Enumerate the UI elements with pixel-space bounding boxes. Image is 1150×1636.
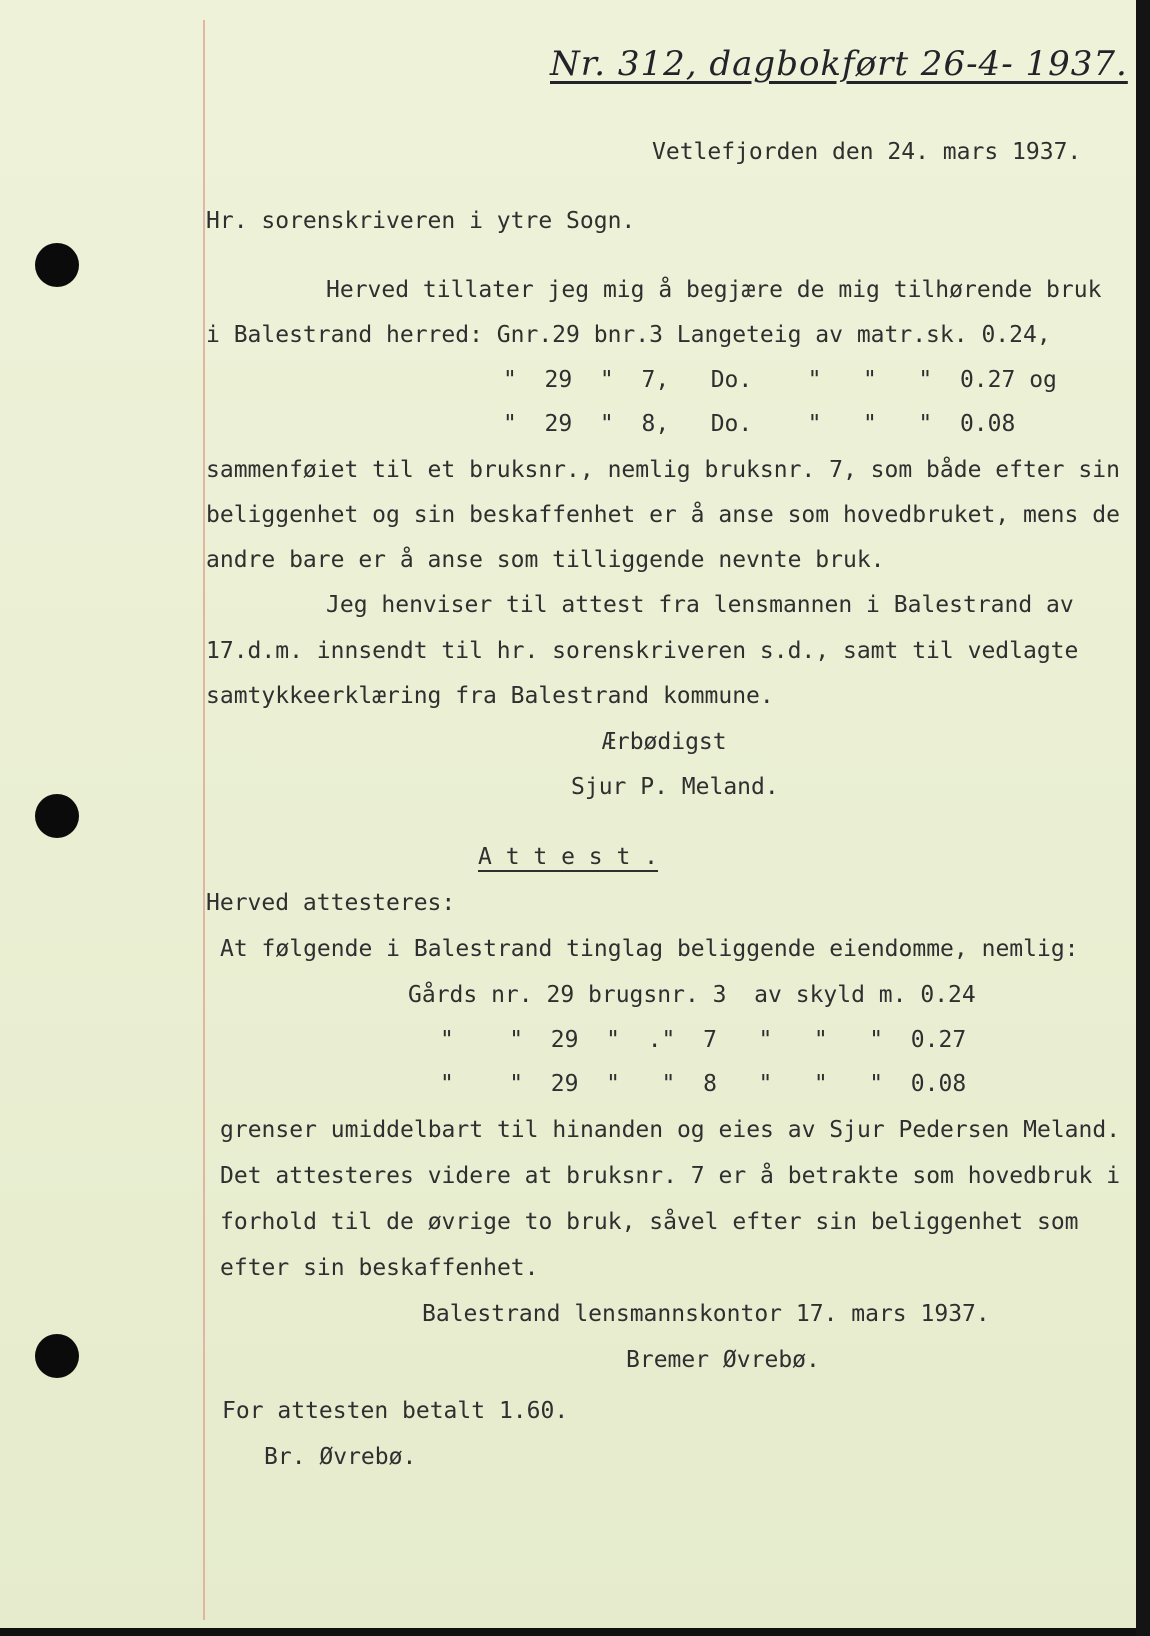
letter-line: andre bare er å anse som tilliggende nevnte bruk. <box>206 547 885 573</box>
punch-hole <box>35 1334 79 1378</box>
fee-line: For attesten betalt 1.60. <box>222 1398 569 1424</box>
handwritten-registry-note: Nr. 312, dagbokført 26-4- 1937. <box>550 44 1128 84</box>
attest-heading: A t t e s t . <box>478 844 659 870</box>
scan-edge <box>0 1628 1136 1636</box>
letter-closing: Ærbødigst <box>602 729 727 755</box>
attest-line: At følgende i Balestrand tinglag beliggende eiendomme, nemlig: <box>220 936 1079 962</box>
attest-signature: Bremer Øvrebø. <box>626 1347 820 1373</box>
letter-signature: Sjur P. Meland. <box>571 774 779 800</box>
attest-line: grenser umiddelbart til hinanden og eies av Sjur Pedersen Meland. <box>220 1117 1121 1143</box>
margin-rule <box>203 20 205 1620</box>
scan-edge <box>1136 0 1150 1636</box>
attest-place-date: Balestrand lensmannskontor 17. mars 1937. <box>422 1301 990 1327</box>
letter-line: beliggenhet og sin beskaffenhet er å anse som hovedbruket, mens de <box>206 502 1120 528</box>
attest-line: " " 29 " ." 7 " " " 0.27 <box>440 1027 967 1053</box>
punch-hole <box>35 243 79 287</box>
letter-line: 17.d.m. innsendt til hr. sorenskriveren s.d., samt til vedlagte <box>206 638 1079 664</box>
letter-line: sammenføiet til et bruksnr., nemlig bruksnr. 7, som både efter sin <box>206 457 1120 483</box>
letter-line: " 29 " 7, Do. " " " 0.27 og <box>503 367 1057 393</box>
letter-line: " 29 " 8, Do. " " " 0.08 <box>503 411 1016 437</box>
fee-signature: Br. Øvrebø. <box>264 1444 417 1470</box>
letter-line: Herved tillater jeg mig å begjære de mig tilhørende bruk <box>326 277 1102 303</box>
attest-line: efter sin beskaffenhet. <box>220 1255 539 1281</box>
attest-intro: Herved attesteres: <box>206 890 456 916</box>
attest-line: Det attesteres videre at bruksnr. 7 er å betrakte som hovedbruk i <box>220 1163 1121 1189</box>
attest-line: forhold til de øvrige to bruk, såvel efter sin beliggenhet som <box>220 1209 1079 1235</box>
addressee: Hr. sorenskriveren i ytre Sogn. <box>206 208 636 234</box>
letter-line: i Balestrand herred: Gnr.29 bnr.3 Langeteig av matr.sk. 0.24, <box>206 322 1051 348</box>
punch-hole <box>35 794 79 838</box>
dateline: Vetlefjorden den 24. mars 1937. <box>652 139 1082 165</box>
attest-line: " " 29 " " 8 " " " 0.08 <box>440 1071 967 1097</box>
letter-line: samtykkeerklæring fra Balestrand kommune. <box>206 683 774 709</box>
attest-line: Gårds nr. 29 brugsnr. 3 av skyld m. 0.24 <box>408 982 976 1008</box>
letter-line: Jeg henviser til attest fra lensmannen i Balestrand av <box>326 592 1074 618</box>
